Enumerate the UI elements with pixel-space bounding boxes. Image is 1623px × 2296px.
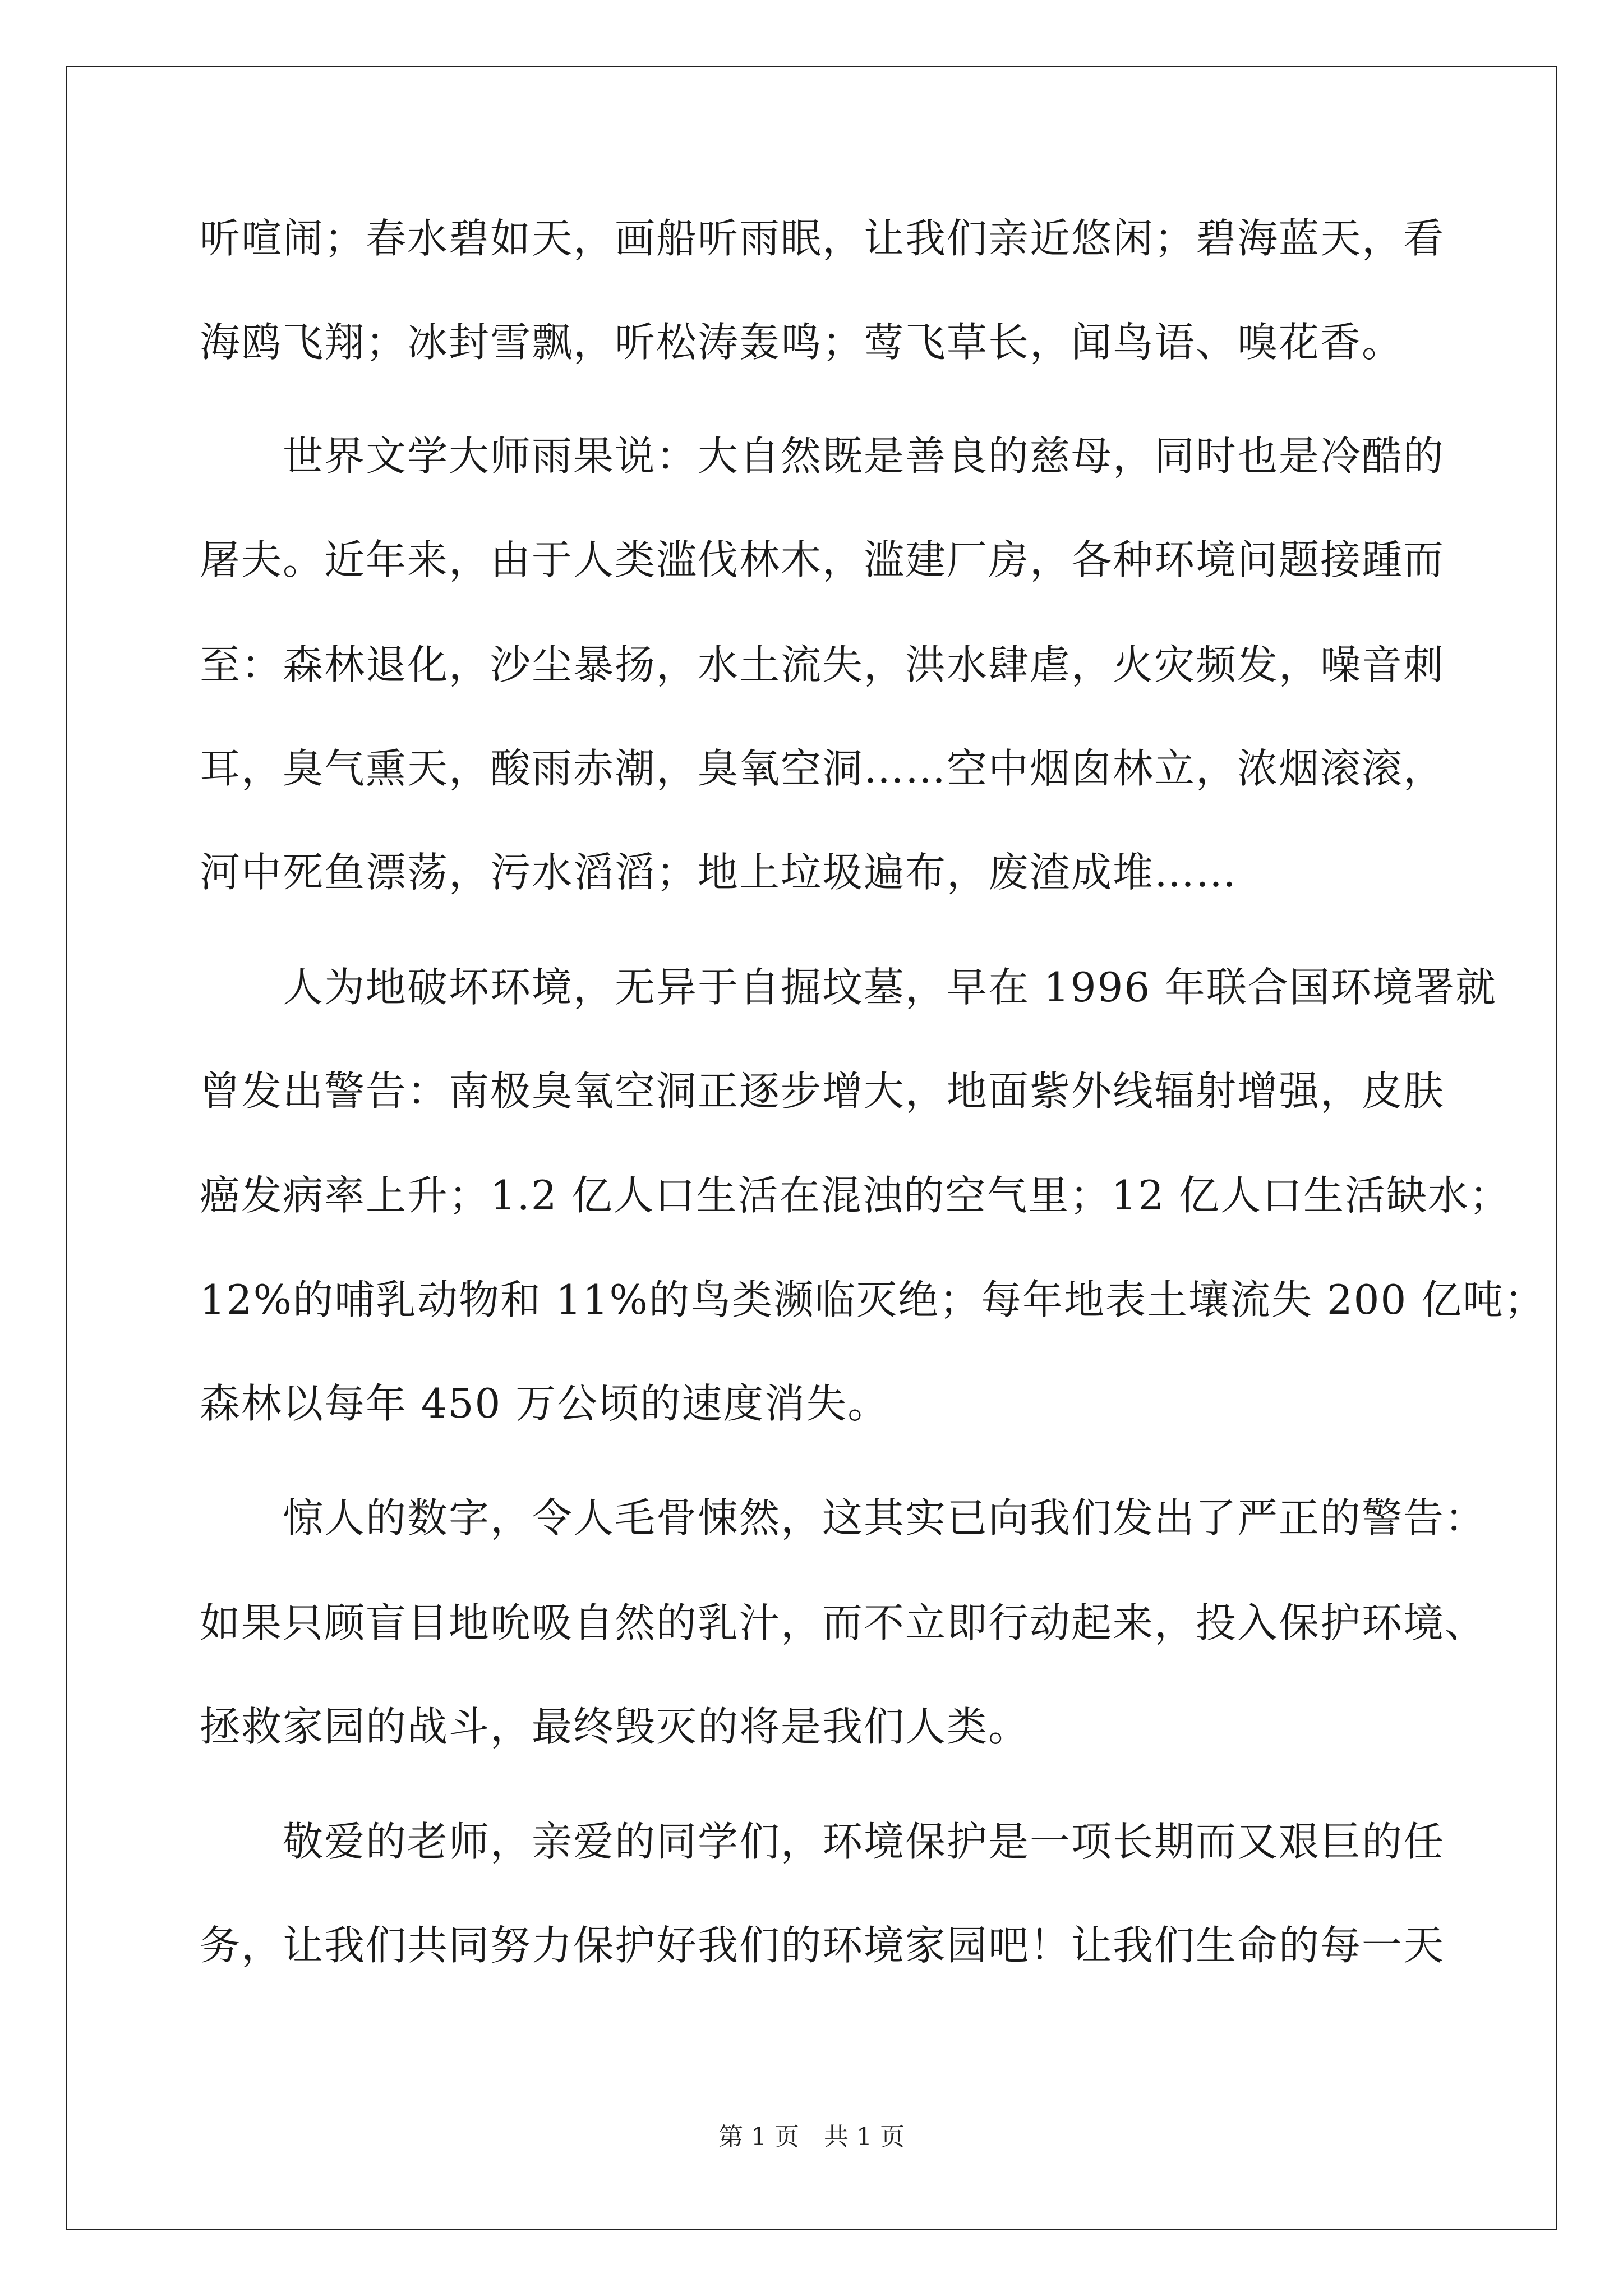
text-line: 河中死鱼漂荡，污水滔滔；地上垃圾遍布，废渣成堆…… <box>200 849 1238 896</box>
text-line: 敬爱的老师，亲爱的同学们，环境保护是一项长期而又艰巨的任 <box>200 1818 1445 1865</box>
text-line: 12%的哺乳动物和 11%的鸟类濒临灭绝；每年地表土壤流失 200 亿吨； <box>200 1276 1546 1323</box>
page-number: 第 1 页 共 1 页 <box>718 2123 905 2151</box>
text-line: 耳，臭气熏天，酸雨赤潮，臭氧空洞……空中烟囱林立，浓烟滚滚， <box>200 745 1445 792</box>
text-line: 世界文学大师雨果说：大自然既是善良的慈母，同时也是冷酷的 <box>200 432 1445 480</box>
text-line: 癌发病率上升；1.2 亿人口生活在混浊的空气里；12 亿人口生活缺水； <box>200 1172 1511 1219</box>
text-line: 森林以每年 450 万公顷的速度消失。 <box>200 1380 889 1427</box>
text-line: 如果只顾盲目地吮吸自然的乳汁，而不立即行动起来，投入保护环境、 <box>200 1599 1487 1646</box>
text-line: 拯救家园的战斗，最终毁灭的将是我们人类。 <box>200 1703 1030 1750</box>
text-line: 人为地破坏环境，无异于自掘坟墓，早在 1996 年联合国环境署就 <box>200 964 1497 1011</box>
text-line: 海鸥飞翔；冰封雪飘，听松涛轰鸣；莺飞草长，闻鸟语、嗅花香。 <box>200 319 1404 366</box>
text-line: 务，让我们共同努力保护好我们的环境家园吧！让我们生命的每一天 <box>200 1922 1445 1969</box>
text-line: 惊人的数字，令人毛骨悚然，这其实已向我们发出了严正的警告： <box>200 1494 1487 1542</box>
text-line: 听喧闹；春水碧如天，画船听雨眠，让我们亲近悠闲；碧海蓝天，看 <box>200 215 1445 262</box>
page-border <box>66 66 1557 2230</box>
text-line: 曾发出警告：南极臭氧空洞正逐步增大，地面紫外线辐射增强，皮肤 <box>200 1068 1445 1115</box>
text-line: 屠夫。近年来，由于人类滥伐林木，滥建厂房，各种环境问题接踵而 <box>200 536 1445 583</box>
text-line: 至：森林退化，沙尘暴扬，水土流失，洪水肆虐，火灾频发，噪音刺 <box>200 641 1445 688</box>
